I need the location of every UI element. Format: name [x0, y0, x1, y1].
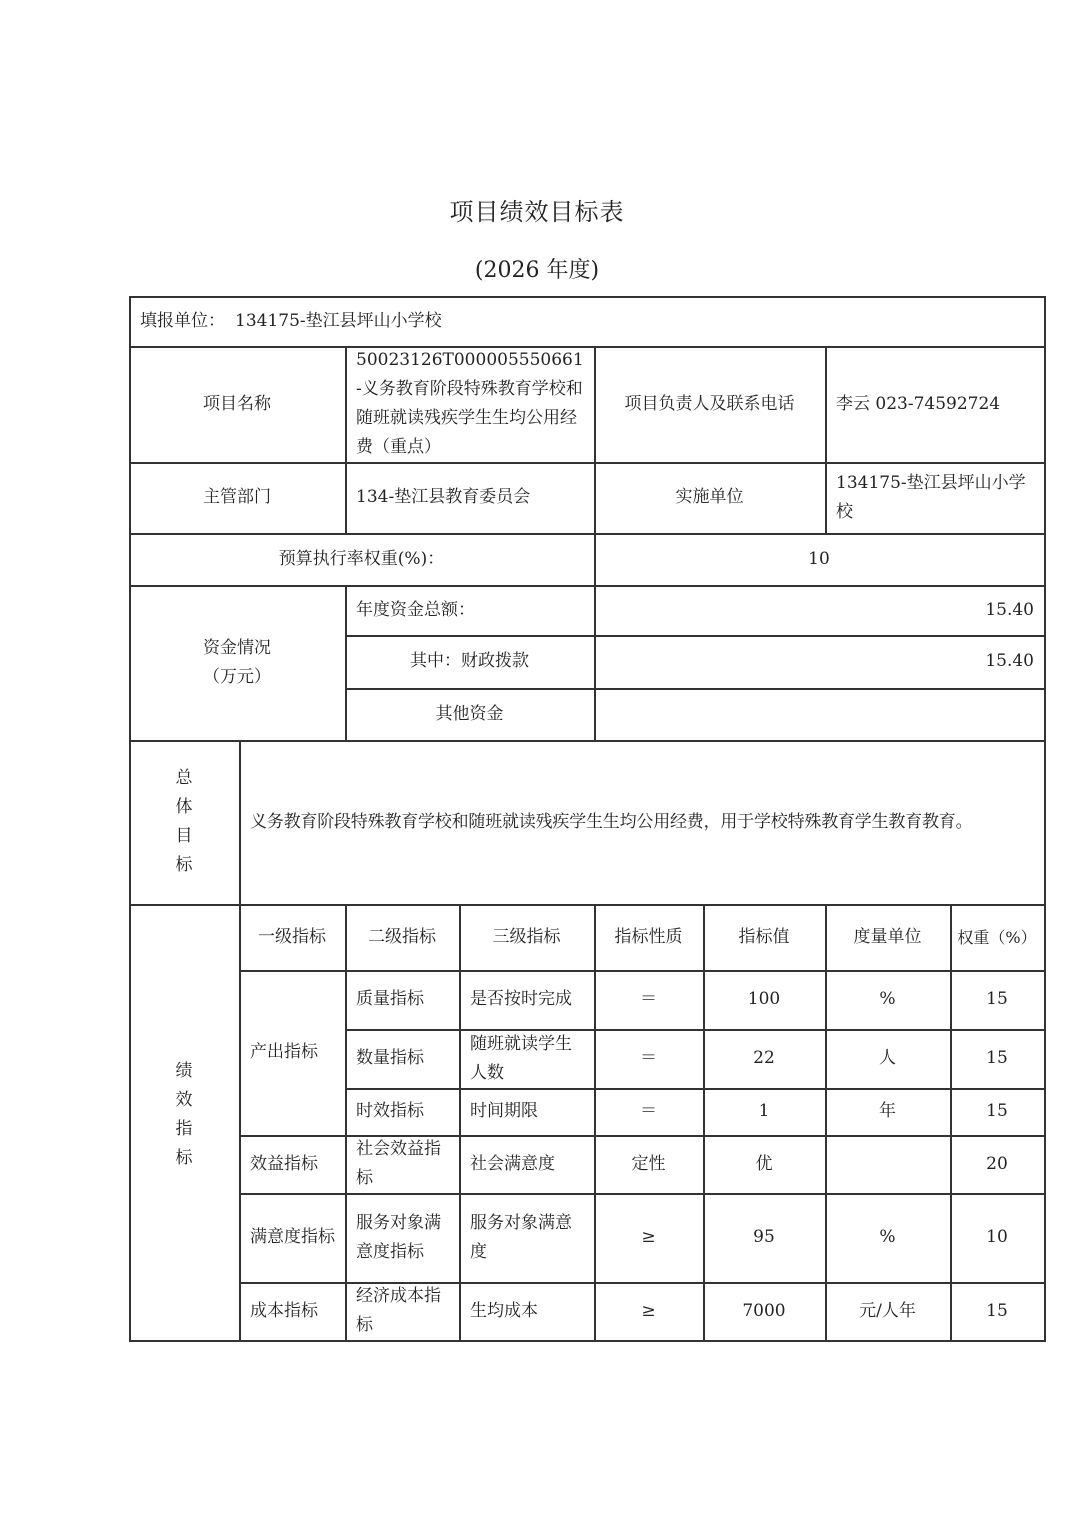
- page-title: 项目绩效目标表: [449, 198, 625, 226]
- value-cell: 1: [758, 1101, 770, 1121]
- funds-fiscal-label: 其中：财政拨款: [410, 651, 529, 671]
- funds-total-value: 15.40: [985, 599, 1034, 620]
- overall-goal-label: [129, 740, 239, 904]
- funds-fiscal-value: 15.40: [985, 651, 1034, 671]
- project-name-value: 50023126T000005550661-义务教育阶段特殊教育学校和随班就读残疾学生生均公用经费（重点）: [356, 350, 584, 457]
- level2-cell: 经济成本指标: [356, 1286, 441, 1335]
- table-border-bottom: [129, 1340, 1045, 1342]
- weight-cell: 10: [986, 1227, 1008, 1247]
- overall-goal-char: 体: [175, 797, 193, 817]
- header-value: 指标值: [738, 926, 790, 947]
- funds-label: [129, 585, 345, 740]
- level3-cell: 社会满意度: [470, 1153, 555, 1174]
- unit-cell: %: [879, 989, 896, 1009]
- level2-cell: 数量指标: [356, 1048, 424, 1068]
- nature-cell: ≥: [641, 1227, 656, 1247]
- unit-cell: 人: [879, 1048, 896, 1068]
- level3-cell: 时间期限: [470, 1101, 538, 1121]
- level3-cell: 服务对象满意度: [470, 1212, 572, 1262]
- unit-cell: 元/人年: [859, 1300, 916, 1321]
- overall-goal-text: 义务教育阶段特殊教育学校和随班就读残疾学生生均公用经费，用于学校特殊教育学生教育教育。: [250, 811, 973, 832]
- project-lead-value: 李云 023-74592724: [836, 393, 1001, 414]
- indicators-char: 指: [175, 1119, 193, 1139]
- budget-rate-value: 10: [808, 548, 830, 569]
- weight-cell: 15: [986, 1101, 1008, 1121]
- weight-cell: 15: [986, 989, 1008, 1009]
- level1-cost: 成本指标: [250, 1300, 318, 1321]
- value-cell: 22: [753, 1048, 775, 1068]
- value-cell: 7000: [742, 1300, 786, 1321]
- level2-cell: 社会效益指标: [356, 1139, 441, 1188]
- level1-output: 产出指标: [250, 1042, 318, 1062]
- indicators-label: [129, 1050, 239, 1180]
- project-lead-label: 项目负责人及联系电话: [624, 393, 795, 414]
- report-unit-row: [129, 296, 1045, 346]
- impl-unit-value: 134175-垫江县坪山小学校: [836, 472, 1026, 522]
- header-level2: 二级指标: [368, 926, 436, 947]
- weight-cell: 15: [986, 1048, 1008, 1068]
- funds-other-value: [594, 688, 1044, 740]
- nature-cell: ≥: [641, 1300, 656, 1321]
- value-cell: 95: [753, 1227, 775, 1247]
- dept-value: 134-垫江县教育委员会: [356, 487, 531, 507]
- page-subtitle: (2026 年度): [474, 258, 600, 283]
- unit-cell: [825, 1135, 950, 1193]
- value-cell: 优: [755, 1153, 773, 1174]
- overall-goal-char: 目: [175, 826, 193, 846]
- header-level1: 一级指标: [258, 926, 326, 947]
- header-nature: 指标性质: [614, 926, 683, 947]
- overall-goal-char: 标: [175, 855, 193, 875]
- indicators-char: 标: [175, 1148, 193, 1168]
- impl-unit-label: 实施单位: [675, 487, 744, 507]
- funds-label-line1: 资金情况: [203, 637, 271, 658]
- level2-cell: 服务对象满意度指标: [356, 1212, 441, 1262]
- report-unit-label: 填报单位：: [140, 310, 225, 331]
- level3-cell: 是否按时完成: [470, 989, 572, 1009]
- nature-cell: 定性: [631, 1153, 666, 1174]
- report-unit-value: 134175-垫江县坪山小学校: [235, 310, 442, 331]
- weight-cell: 15: [986, 1300, 1008, 1321]
- header-unit: 度量单位: [853, 926, 922, 947]
- table-border-right: [1044, 296, 1046, 1342]
- funds-total-label: 年度资金总额：: [356, 599, 475, 620]
- level3-cell: 随班就读学生人数: [470, 1033, 572, 1083]
- nature-cell: ＝: [640, 1048, 657, 1068]
- header-weight: 权重（%）: [957, 927, 1037, 947]
- funds-label-line2: （万元）: [203, 666, 271, 687]
- unit-cell: %: [879, 1227, 896, 1247]
- weight-cell: 20: [986, 1153, 1008, 1174]
- level2-cell: 质量指标: [356, 989, 424, 1009]
- dept-label: 主管部门: [203, 487, 271, 507]
- value-cell: 100: [747, 989, 781, 1009]
- overall-goal-char: 总: [175, 768, 193, 788]
- level1-satisfaction: 满意度指标: [250, 1227, 335, 1247]
- funds-other-label: 其他资金: [435, 703, 504, 724]
- level3-cell: 生均成本: [470, 1300, 538, 1321]
- unit-cell: 年: [879, 1101, 896, 1121]
- budget-rate-label: 预算执行率权重(%)：: [278, 548, 445, 569]
- nature-cell: ＝: [640, 1101, 657, 1121]
- project-name-label: 项目名称: [203, 393, 271, 414]
- indicators-char: 绩: [175, 1061, 193, 1081]
- level1-benefit: 效益指标: [250, 1153, 318, 1174]
- header-level3: 三级指标: [492, 926, 561, 947]
- indicators-char: 效: [175, 1090, 193, 1110]
- level2-cell: 时效指标: [356, 1101, 424, 1121]
- nature-cell: ＝: [640, 989, 657, 1009]
